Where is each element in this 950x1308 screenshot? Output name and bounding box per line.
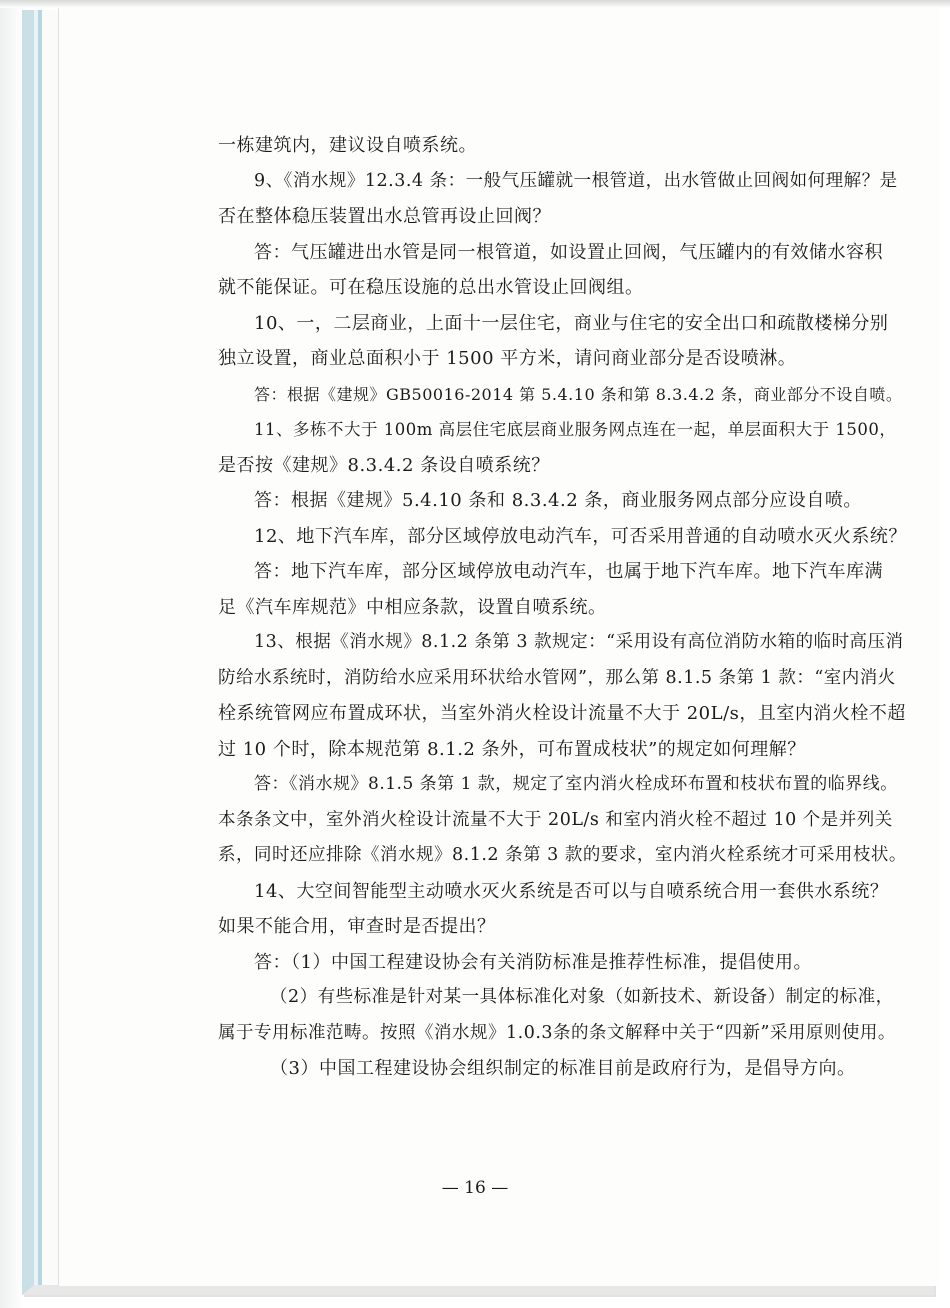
text-line: （2）有些标准是针对某一具体标准化对象（如新技术、新设备）制定的标准， [270,987,894,1007]
scan-left-margin [0,0,24,1308]
text-line: 独立设置，商业总面积小于 1500 平方米，请问商业部分是否设喷淋。 [218,348,797,369]
scan-top-edge [0,0,950,8]
text-line: 答：根据《建规》GB50016-2014 第 5.4.10 条和第 8.3.4.2 条，商业部分不设自喷。 [254,384,903,404]
text-line: 答：地下汽车库，部分区域停放电动汽车，也属于地下汽车库。地下汽车库满 [254,561,883,582]
page-body [218,128,908,1087]
text-line: 10、一，二层商业，上面十一层住宅，商业与住宅的安全出口和疏散楼梯分别 [254,312,889,334]
text-line: 属于专用标准范畴。按照《消水规》1.0.3条的条文解释中关于“四新”采用原则使用。 [218,1022,896,1043]
text-line: 防给水系统时，消防给水应采用环状给水管网”，那么第 8.1.5 条第 1 款：“室内消火 [218,667,896,688]
text-line: 过 10 个时，除本规范第 8.1.2 条外，可布置成枝状”的规定如何理解？ [218,738,806,760]
text-line: 如果不能合用，审查时是否提出？ [218,916,496,937]
text-line: 本条条文中，室外消火栓设计流量不大于 20L/s 和室内消火栓不超过 10 个是并列关 [218,809,893,830]
text-line: 11、多栋不大于 100m 高层住宅底层商业服务网点连在一起，单层面积大于 1500， [254,420,897,439]
text-line: 系，同时还应排除《消水规》8.1.2 条第 3 款的要求，室内消火栓系统才可采用枝状。 [218,845,907,865]
text-line: 一栋建筑内，建议设自喷系统。 [218,135,477,156]
text-line: 13、根据《消水规》8.1.2 条第 3 款规定：“采用设有高位消防水箱的临时高压消 [254,632,904,652]
text-line: 12、地下汽车库，部分区域停放电动汽车，可否采用普通的自动喷水灭火系统？ [254,525,907,547]
text-line: 是否按《建规》8.3.4.2 条设自喷系统？ [218,454,550,476]
text-line: 就不能保证。可在稳压设施的总出水管设止回阀组。 [218,277,644,298]
text-line: 否在整体稳压装置出水总管再设止回阀？ [218,206,551,227]
text-line: 答：《消水规》8.1.5 条第 1 款，规定了室内消火栓成环布置和枝状布置的临界线。 [254,774,898,794]
text-line: 答：气压罐进出水管是同一根管道，如设置止回阀，气压罐内的有效储水容积 [254,241,883,263]
text-line: 答：（1）中国工程建设协会有关消防标准是推荐性标准，提倡使用。 [254,951,812,973]
text-line: 14、大空间智能型主动喷水灭火系统是否可以与自喷系统合用一套供水系统？ [254,880,889,902]
text-line: （3）中国工程建设协会组织制定的标准目前是政府行为，是倡导方向。 [270,1058,856,1079]
page-number: — 16 — [441,1178,509,1198]
text-line: 9、《消水规》12.3.4 条：一般气压罐就一根管道，出水管做止回阀如何理解？是 [254,170,898,191]
text-line: 足《汽车库规范》中相应条款，设置自喷系统。 [218,596,607,618]
text-line: 栓系统管网应布置成环状，当室外消火栓设计流量不大于 20L/s，且室内消火栓不超 [218,703,906,724]
text-line: 答：根据《建规》5.4.10 条和 8.3.4.2 条，商业服务网点部分应设自喷。 [254,490,862,511]
